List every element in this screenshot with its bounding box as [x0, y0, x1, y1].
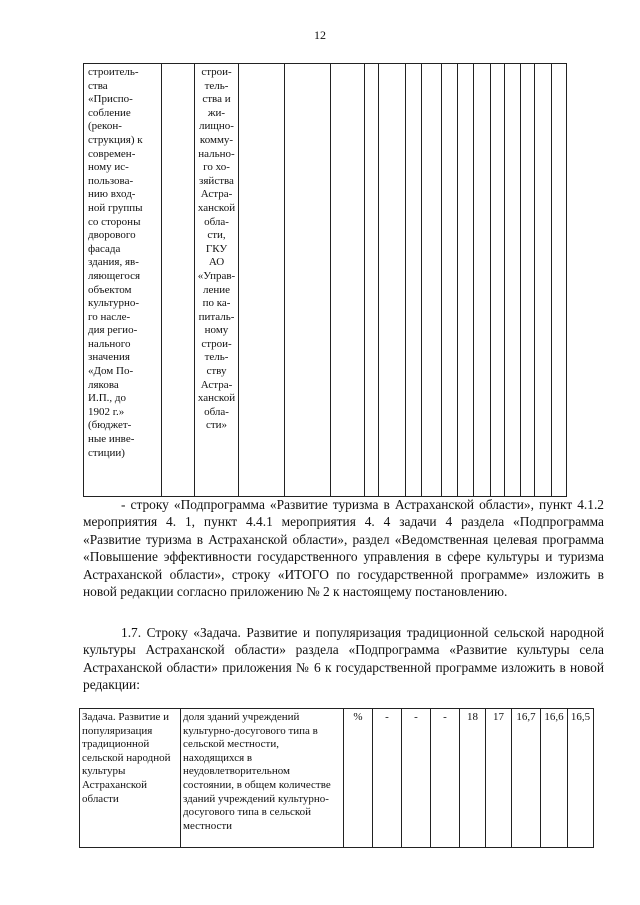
task-cell: Задача. Развитие и популяризация традиционной сельской народной культуры Астраханской области: [80, 709, 181, 848]
value-cell: 17: [486, 709, 512, 848]
paragraph-1-7: 1.7. Строку «Задача. Развитие и популяризация традиционной сельской народной культуры Астраханской области» раздела «Подпрограмма «Развитие культуры села Астраханской области» приложения № 6 к государственной программе изложить в новой редакции:: [83, 625, 604, 693]
table-cell: [535, 64, 552, 497]
table-cell: [422, 64, 442, 497]
project-description-cell: [84, 64, 162, 497]
page-number: 12: [314, 28, 326, 42]
unit-cell: %: [344, 709, 373, 848]
value-cell: -: [373, 709, 402, 848]
table-cell: [458, 64, 474, 497]
value-cell: -: [402, 709, 431, 848]
value-cell: 16,7: [512, 709, 541, 848]
table-cell: [491, 64, 505, 497]
task-table: [79, 708, 594, 848]
table-cell: [331, 64, 365, 497]
value-cell: -: [431, 709, 460, 848]
table-cell: [521, 64, 535, 497]
table-cell: [239, 64, 285, 497]
table-cell: [505, 64, 521, 497]
table-cell: [379, 64, 406, 497]
paragraph-amendment-tourism: - строку «Подпрограмма «Развитие туризма в Астраханской области», пункт 4.1.2 мероприятия 4. 1, пункт 4.4.1 мероприятия 4. 4 задачи 4 раздела «Подпрограмма «Развитие туризма в Астраханской области», раздел «Ведомственная целевая программа «Повышение эффективности государственного управления в сфере культуры и туризма Астраханской области», строку «ИТОГО по государственной программе» изложить в новой редакции согласно приложению № 2 к настоящему постановлению.: [83, 497, 604, 600]
table-cell: [442, 64, 458, 497]
table-cell: [406, 64, 422, 497]
value-cell: 16,5: [568, 709, 594, 848]
indicator-cell: доля зданий учреждений культурно-досугового типа в сельской местности, находящихся в неудовлетворительном состоянии, в общем количестве зданий учреждений культурно-досугового типа в сельской местности: [181, 709, 344, 848]
executor-cell: [195, 64, 239, 497]
table-cell: [474, 64, 491, 497]
table-cell: [285, 64, 331, 497]
value-cell: 18: [460, 709, 486, 848]
value-cell: 16,6: [541, 709, 568, 848]
table-cell: [365, 64, 379, 497]
executor-text: строи- тель- ства и жи- лищно- комму- нально- го хо- зяйства Астра- ханской обла- сти, ГКУ АО «Управ- ление по ка- питаль- ному строи- тель- ству Астра- ханской обла- сти»: [197, 66, 236, 432]
continuation-table: [83, 63, 567, 497]
table-cell: [552, 64, 567, 497]
table-cell: [162, 64, 195, 497]
project-description: строитель- ства «Приспо- собление (рекон- струкция) к современ- ному ис- пользова- нию вход- ной группы со стороны дворового фасада здания, яв- ляющегося объектом культурно- го насле- дия регио- нального значения «Дом По- лякова И.П., до 1902 г.» (бюджет- ные инве- стиции): [88, 66, 143, 459]
